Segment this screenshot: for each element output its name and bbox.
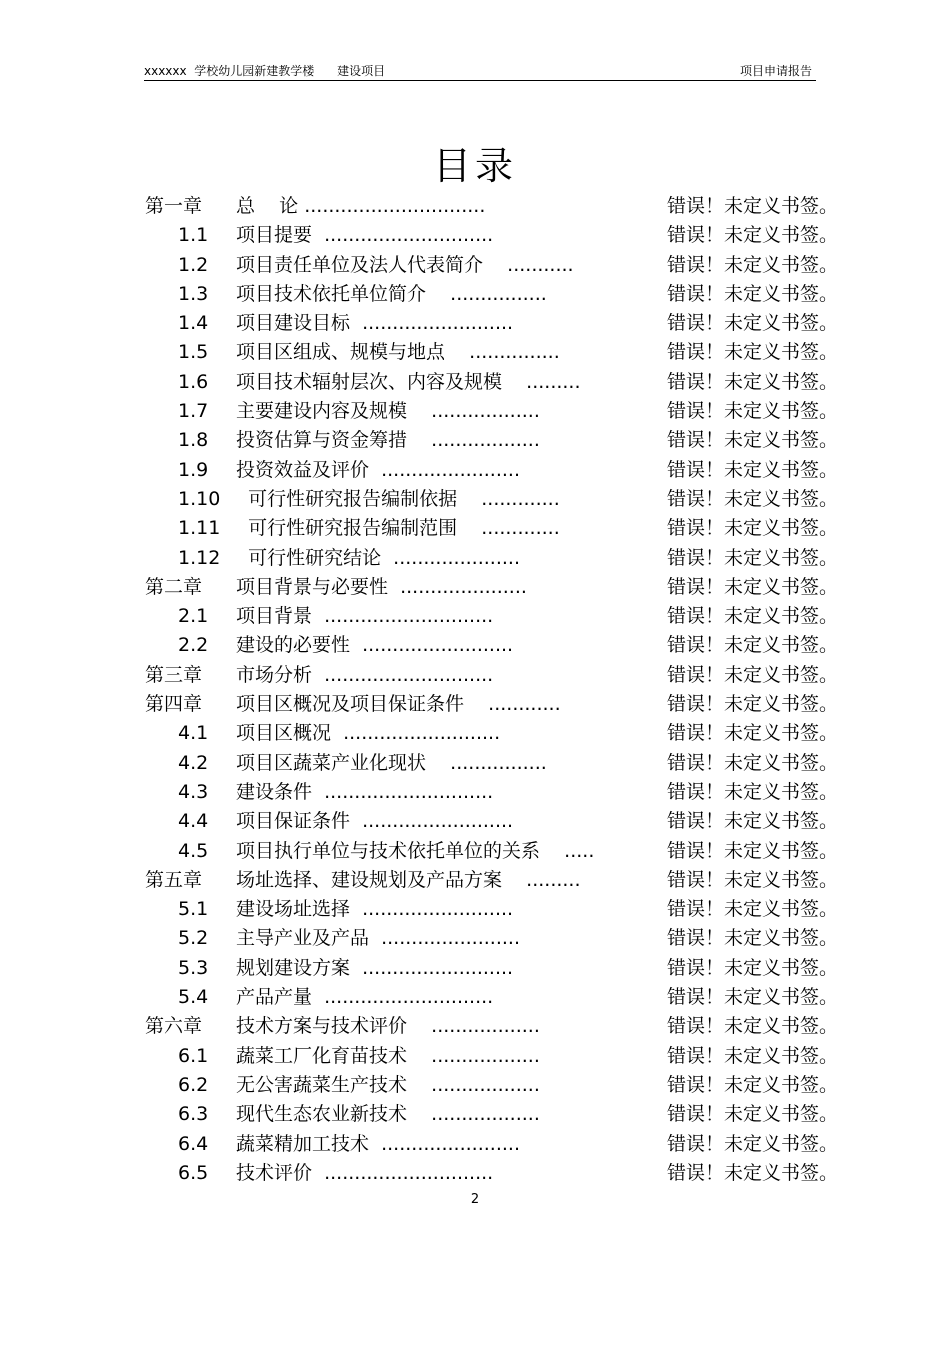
toc-section-number: 6.5 bbox=[178, 1161, 209, 1184]
toc-row[interactable] bbox=[0, 309, 950, 338]
header-left-text: xxxxxx 学校幼儿园新建教学楼 建设项目 bbox=[144, 64, 386, 78]
page-number: 2 bbox=[470, 1192, 480, 1207]
toc-page-reference: 错误！未定义书签。 bbox=[667, 605, 839, 628]
toc-row[interactable] bbox=[0, 954, 950, 983]
toc-chapter-number: 第三章 bbox=[145, 663, 203, 686]
toc-entry-label: 场址选择、建设规划及产品方案 ......... bbox=[236, 868, 581, 891]
toc-entry-label: 项目背景与必要性 ..................... bbox=[236, 575, 527, 598]
toc-row[interactable] bbox=[0, 778, 950, 807]
toc-chapter-number: 第六章 bbox=[145, 1015, 203, 1038]
toc-section-number: 4.2 bbox=[178, 751, 209, 774]
toc-section-number: 1.8 bbox=[178, 429, 209, 452]
toc-row[interactable] bbox=[0, 544, 950, 573]
toc-row[interactable] bbox=[0, 719, 950, 748]
toc-entry-label: 可行性研究结论 ..................... bbox=[236, 546, 520, 569]
toc-section-number: 1.6 bbox=[178, 370, 209, 393]
toc-section-number: 4.3 bbox=[178, 780, 209, 803]
toc-page-reference: 错误！未定义书签。 bbox=[667, 195, 839, 217]
toc-row[interactable] bbox=[0, 690, 950, 719]
page-title: 目录 bbox=[432, 144, 517, 188]
toc-section-number: 1.9 bbox=[178, 458, 209, 481]
toc-section-number: 5.4 bbox=[178, 986, 209, 1009]
toc-entry-label: 蔬菜精加工技术 ....................... bbox=[236, 1132, 520, 1155]
header-right-text: 项目申请报告 bbox=[739, 64, 812, 78]
toc-entry-label: 项目执行单位与技术依托单位的关系 ..... bbox=[236, 839, 595, 862]
toc-entry-label: 项目保证条件 ......................... bbox=[236, 810, 514, 833]
toc-page-reference: 错误！未定义书签。 bbox=[667, 1103, 839, 1126]
toc-section-number: 1.10 bbox=[178, 487, 221, 510]
toc-row[interactable] bbox=[0, 866, 950, 895]
toc-page-reference: 错误！未定义书签。 bbox=[667, 1073, 839, 1096]
toc-page-reference: 错误！未定义书签。 bbox=[667, 898, 839, 921]
toc-page-reference: 错误！未定义书签。 bbox=[667, 224, 839, 247]
toc-section-number: 2.1 bbox=[178, 605, 209, 628]
page-header bbox=[144, 62, 816, 81]
toc-page-reference: 错误！未定义书签。 bbox=[667, 487, 839, 510]
toc-entry-label: 项目区蔬菜产业化现状 ................ bbox=[236, 751, 547, 774]
toc-section-number: 1.3 bbox=[178, 282, 209, 305]
toc-entry-label: 建设条件 ............................ bbox=[236, 780, 494, 803]
toc-chapter-number: 第二章 bbox=[145, 575, 203, 598]
toc-row[interactable] bbox=[0, 251, 950, 280]
toc-chapter-number: 第一章 bbox=[145, 195, 203, 217]
toc-row[interactable] bbox=[0, 895, 950, 924]
toc-row[interactable] bbox=[0, 661, 950, 690]
toc-entry-label: 技术评价 ............................ bbox=[236, 1161, 494, 1184]
toc-section-number: 6.3 bbox=[178, 1103, 209, 1126]
toc-row[interactable] bbox=[0, 837, 950, 866]
toc-row[interactable] bbox=[0, 485, 950, 514]
toc-entry-label: 市场分析 ............................ bbox=[236, 663, 494, 686]
toc-page-reference: 错误！未定义书签。 bbox=[667, 1044, 839, 1067]
toc-entry-label: 技术方案与技术评价 .................. bbox=[236, 1015, 540, 1038]
toc-section-number: 2.2 bbox=[178, 634, 209, 657]
toc-entry-label: 项目区概况及项目保证条件 ............ bbox=[236, 693, 561, 716]
toc-entry-label: 可行性研究报告编制范围 ............. bbox=[236, 517, 560, 540]
toc-row[interactable] bbox=[0, 514, 950, 543]
toc-entry-label: 项目技术依托单位简介 ................ bbox=[236, 282, 547, 305]
toc-page-reference: 错误！未定义书签。 bbox=[667, 546, 839, 569]
toc-section-number: 5.1 bbox=[178, 898, 209, 921]
toc-section-number: 1.1 bbox=[178, 224, 209, 247]
toc-section-number: 5.3 bbox=[178, 956, 209, 979]
toc-row[interactable] bbox=[0, 456, 950, 485]
toc-page-reference: 错误！未定义书签。 bbox=[667, 751, 839, 774]
toc-entry-label: 蔬菜工厂化育苗技术 .................. bbox=[236, 1044, 540, 1067]
table-of-contents bbox=[0, 192, 950, 1188]
toc-section-number: 1.4 bbox=[178, 312, 209, 335]
toc-entry-label: 主要建设内容及规模 .................. bbox=[236, 400, 540, 423]
toc-chapter-number: 第五章 bbox=[145, 868, 203, 891]
toc-row[interactable] bbox=[0, 807, 950, 836]
toc-row[interactable] bbox=[0, 397, 950, 426]
toc-section-number: 1.11 bbox=[178, 517, 221, 540]
toc-page-reference: 错误！未定义书签。 bbox=[667, 370, 839, 393]
toc-entry-label: 无公害蔬菜生产技术 .................. bbox=[236, 1073, 540, 1096]
toc-page-reference: 错误！未定义书签。 bbox=[667, 722, 839, 745]
toc-section-number: 6.2 bbox=[178, 1073, 209, 1096]
toc-entry-label: 规划建设方案 ......................... bbox=[236, 956, 514, 979]
toc-row[interactable] bbox=[0, 602, 950, 631]
toc-page-reference: 错误！未定义书签。 bbox=[667, 986, 839, 1009]
toc-page-reference: 错误！未定义书签。 bbox=[667, 1161, 839, 1184]
toc-section-number: 4.4 bbox=[178, 810, 209, 833]
toc-page-reference: 错误！未定义书签。 bbox=[667, 693, 839, 716]
toc-section-number: 5.2 bbox=[178, 927, 209, 950]
toc-row[interactable] bbox=[0, 221, 950, 250]
toc-row[interactable] bbox=[0, 1042, 950, 1071]
toc-section-number: 4.5 bbox=[178, 839, 209, 862]
toc-entry-label: 项目建设目标 ......................... bbox=[236, 312, 514, 335]
toc-page-reference: 错误！未定义书签。 bbox=[667, 839, 839, 862]
toc-entry-label: 投资效益及评价 ....................... bbox=[236, 458, 520, 481]
toc-row[interactable] bbox=[0, 1130, 950, 1159]
toc-entry-label: 总 论 .............................. bbox=[236, 195, 486, 217]
toc-page-reference: 错误！未定义书签。 bbox=[667, 341, 839, 364]
toc-entry-label: 项目区概况 .......................... bbox=[236, 722, 501, 745]
toc-page-reference: 错误！未定义书签。 bbox=[667, 868, 839, 891]
toc-entry-label: 项目背景 ............................ bbox=[236, 605, 494, 628]
toc-page-reference: 错误！未定义书签。 bbox=[667, 927, 839, 950]
toc-entry-label: 现代生态农业新技术 .................. bbox=[236, 1103, 540, 1126]
toc-row[interactable] bbox=[0, 924, 950, 953]
toc-page-reference: 错误！未定义书签。 bbox=[667, 282, 839, 305]
toc-page-reference: 错误！未定义书签。 bbox=[667, 458, 839, 481]
toc-entry-label: 项目责任单位及法人代表简介 ........... bbox=[236, 253, 574, 276]
toc-section-number: 1.2 bbox=[178, 253, 209, 276]
toc-section-number: 6.4 bbox=[178, 1132, 209, 1155]
toc-page-reference: 错误！未定义书签。 bbox=[667, 1132, 839, 1155]
toc-row[interactable] bbox=[0, 983, 950, 1012]
toc-section-number: 1.12 bbox=[178, 546, 221, 569]
toc-page-reference: 错误！未定义书签。 bbox=[667, 663, 839, 686]
toc-row[interactable] bbox=[0, 338, 950, 367]
toc-entry-label: 产品产量 ............................ bbox=[236, 986, 494, 1009]
toc-row[interactable] bbox=[0, 1100, 950, 1129]
toc-entry-label: 建设的必要性 ......................... bbox=[236, 634, 514, 657]
toc-page-reference: 错误！未定义书签。 bbox=[667, 810, 839, 833]
toc-entry-label: 项目提要 ............................ bbox=[236, 224, 494, 247]
toc-section-number: 1.5 bbox=[178, 341, 209, 364]
toc-entry-label: 投资估算与资金筹措 .................. bbox=[236, 429, 540, 452]
toc-chapter-number: 第四章 bbox=[145, 693, 203, 716]
toc-entry-label: 主导产业及产品 ....................... bbox=[236, 927, 520, 950]
toc-row[interactable] bbox=[0, 192, 950, 221]
toc-page-reference: 错误！未定义书签。 bbox=[667, 400, 839, 423]
toc-row[interactable] bbox=[0, 1071, 950, 1100]
toc-row[interactable] bbox=[0, 368, 950, 397]
toc-page-reference: 错误！未定义书签。 bbox=[667, 1015, 839, 1038]
toc-row[interactable] bbox=[0, 1012, 950, 1041]
toc-row[interactable] bbox=[0, 749, 950, 778]
toc-entry-label: 建设场址选择 ......................... bbox=[236, 898, 514, 921]
toc-entry-label: 项目区组成、规模与地点 ............... bbox=[236, 341, 560, 364]
toc-page-reference: 错误！未定义书签。 bbox=[667, 780, 839, 803]
toc-page-reference: 错误！未定义书签。 bbox=[667, 634, 839, 657]
toc-page-reference: 错误！未定义书签。 bbox=[667, 575, 839, 598]
toc-page-reference: 错误！未定义书签。 bbox=[667, 429, 839, 452]
toc-page-reference: 错误！未定义书签。 bbox=[667, 956, 839, 979]
toc-section-number: 1.7 bbox=[178, 400, 209, 423]
toc-page-reference: 错误！未定义书签。 bbox=[667, 517, 839, 540]
toc-row[interactable] bbox=[0, 573, 950, 602]
toc-row[interactable] bbox=[0, 280, 950, 309]
toc-row[interactable] bbox=[0, 426, 950, 455]
toc-row[interactable] bbox=[0, 631, 950, 660]
toc-section-number: 4.1 bbox=[178, 722, 209, 745]
toc-section-number: 6.1 bbox=[178, 1044, 209, 1067]
toc-page-reference: 错误！未定义书签。 bbox=[667, 253, 839, 276]
toc-row[interactable] bbox=[0, 1159, 950, 1188]
toc-entry-label: 可行性研究报告编制依据 ............. bbox=[236, 487, 560, 510]
toc-entry-label: 项目技术辐射层次、内容及规模 ......... bbox=[236, 370, 581, 393]
toc-page-reference: 错误！未定义书签。 bbox=[667, 312, 839, 335]
